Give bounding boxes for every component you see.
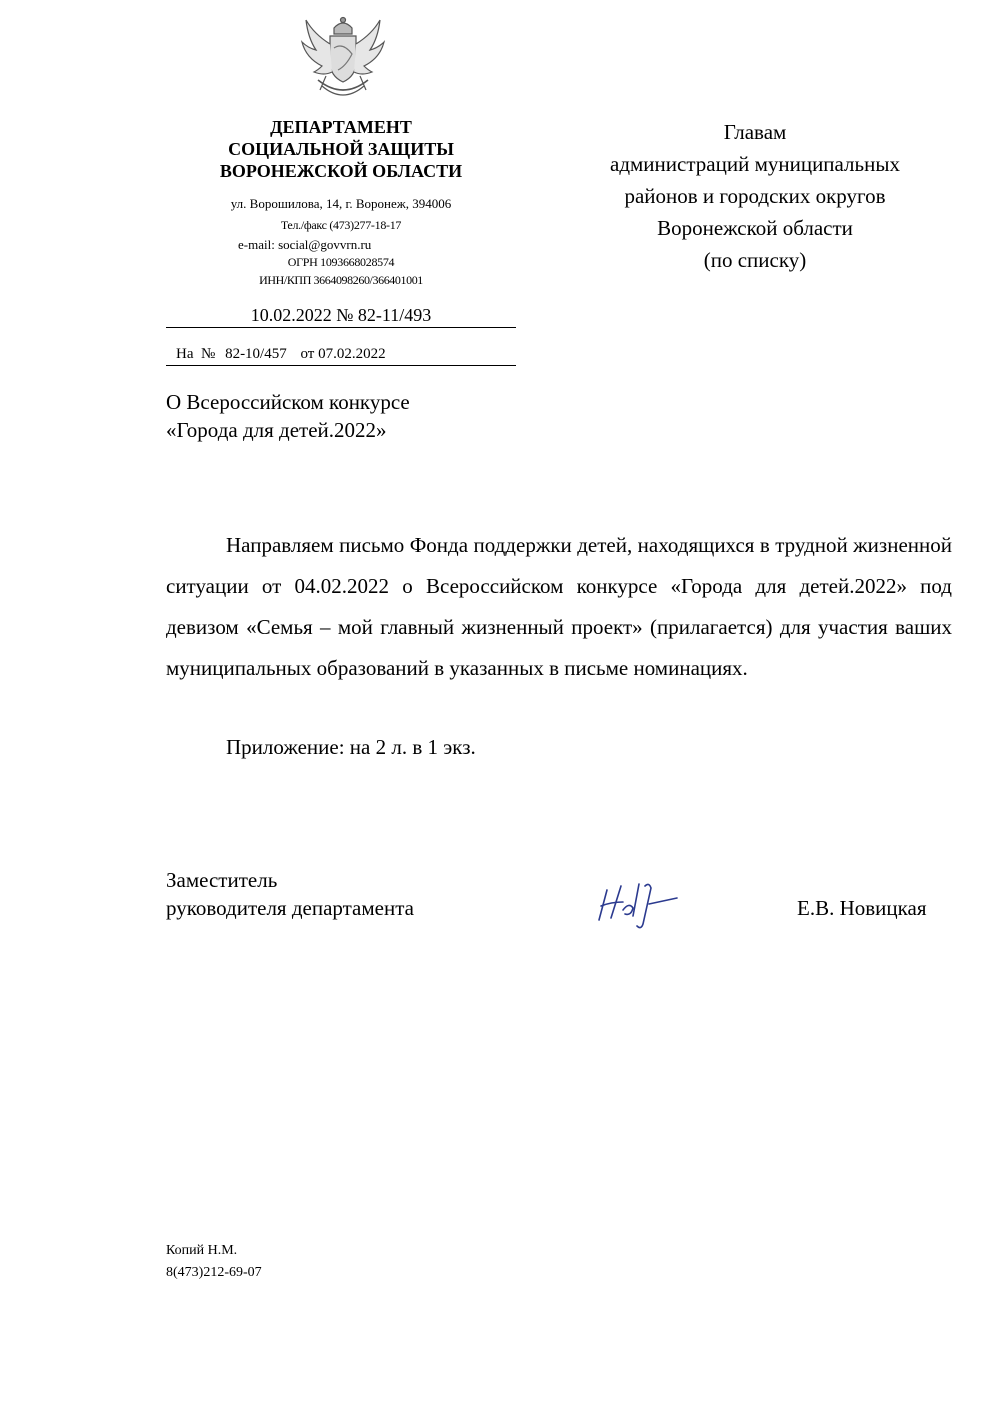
department-line-1: ДЕПАРТАМЕНТ xyxy=(270,117,412,137)
signer-position xyxy=(166,866,414,922)
recipient-block xyxy=(565,116,945,276)
department-line-2: СОЦИАЛЬНОЙ ЗАЩИТЫ xyxy=(228,139,454,159)
handwritten-signature-icon xyxy=(593,876,683,932)
department-line-3: ВОРОНЕЖСКОЙ ОБЛАСТИ xyxy=(219,161,463,181)
reply-reference xyxy=(166,343,516,366)
signer-position-line-1: Заместитель xyxy=(166,868,278,892)
signer-name: Е.В. Новицкая xyxy=(797,896,927,920)
department-email: e-mail: social@govvrn.ru xyxy=(238,237,372,252)
recipient-line-1: Главам xyxy=(723,120,787,144)
subject-line-1: О Всероссийском конкурсе xyxy=(166,390,410,414)
recipient-line-3: районов и городских округов xyxy=(624,184,886,208)
recipient-line-2: администраций муниципальных xyxy=(610,152,900,176)
department-phone: Тел./факс (473)277-18-17 xyxy=(280,218,402,232)
recipient-line-4: Воронежской области xyxy=(657,216,853,240)
coat-of-arms-icon xyxy=(296,14,390,104)
department-ogrn: ОГРН 1093668028574 xyxy=(287,255,395,269)
department-name xyxy=(166,116,516,182)
executor-name: Копий Н.М. xyxy=(166,1243,238,1258)
signer-position-line-2: руководителя департамента xyxy=(166,896,414,920)
reply-number: 82-10/457 xyxy=(225,346,287,362)
document-date-number: 10.02.2022 № 82-11/493 xyxy=(166,303,516,328)
reply-date: от 07.02.2022 xyxy=(300,346,386,362)
subject-line-2: «Города для детей.2022» xyxy=(166,418,387,442)
department-address: ул. Ворошилова, 14, г. Воронеж, 394006 xyxy=(230,196,452,211)
department-inn-kpp: ИНН/КПП 3664098260/366401001 xyxy=(259,273,423,287)
letter-subject xyxy=(166,388,566,444)
recipient-line-5: (по списку) xyxy=(703,248,807,272)
reply-prefix: На № xyxy=(176,346,216,362)
attachment-note: Приложение: на 2 л. в 1 экз. xyxy=(226,735,476,759)
letter-body: Направляем письмо Фонда поддержки детей, находящихся в трудной жизненной ситуации от 04.02.2022 о Всероссийском конкурсе «Города для детей.2022» под девизом «Семья – мой главный жизненный проект» (прилагается) для участия ваших муниципальных образований в указанных в письме номинациях. xyxy=(166,533,952,680)
executor-info xyxy=(166,1240,262,1284)
executor-phone: 8(473)212-69-07 xyxy=(166,1265,262,1280)
